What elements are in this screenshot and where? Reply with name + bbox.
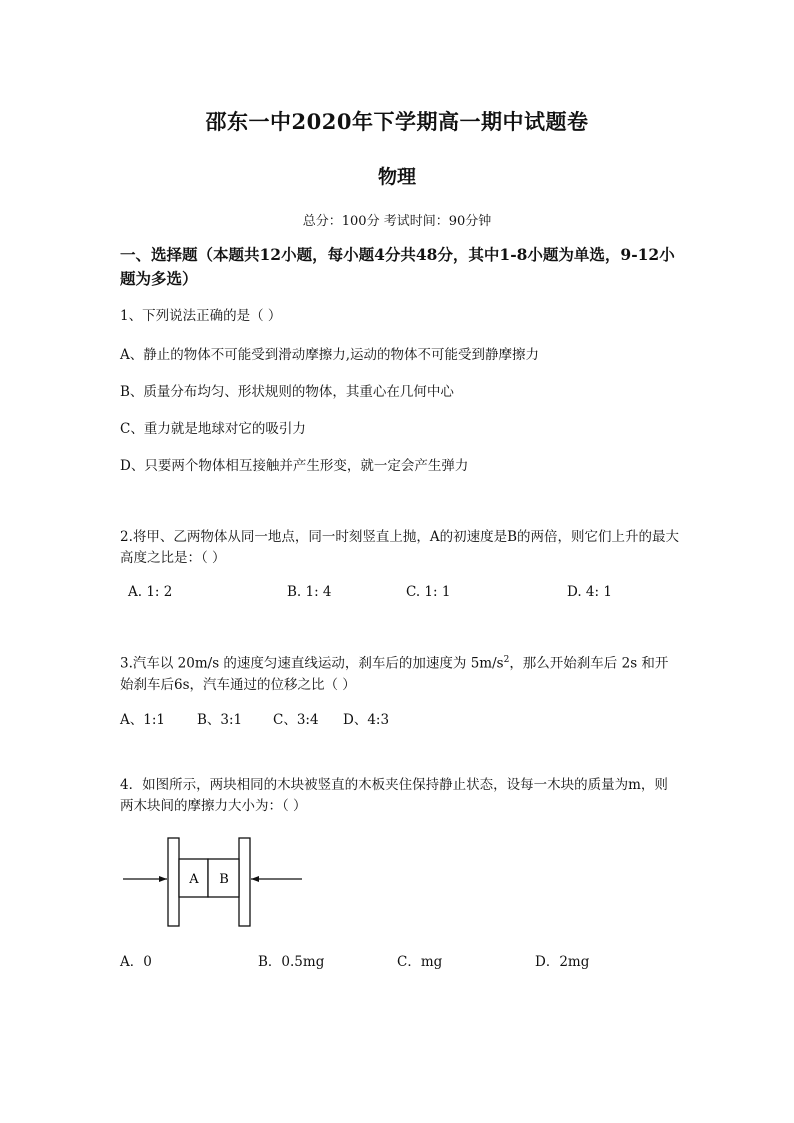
q2-option-b: B. 1: 4 bbox=[287, 584, 332, 600]
q1-option-a: A、静止的物体不可能受到滑动摩擦力,运动的物体不可能受到静摩擦力 bbox=[120, 347, 540, 363]
q4-stem: 4．如图所示，两块相同的木块被竖直的木板夹住保持静止状态，设每一木块的质量为m，则两木块间的摩擦力大小为：（ ） bbox=[120, 777, 668, 814]
section-heading: 一、选择题（本题共12小题，每小题4分共48分，其中1-8小题为单选，9-12小题为多选） bbox=[120, 245, 675, 288]
right-board bbox=[239, 838, 250, 926]
q1-stem: 1、下列说法正确的是（ ） bbox=[120, 308, 282, 324]
q4-option-c: C．mg bbox=[397, 954, 443, 970]
q3-option-d: D、4:3 bbox=[343, 712, 390, 728]
q1-option-d: D、只要两个物体相互接触并产生形变，就一定会产生弹力 bbox=[120, 458, 469, 474]
subject-title: 物理 bbox=[377, 166, 416, 188]
left-board bbox=[168, 838, 179, 926]
block-b-label: B bbox=[219, 872, 229, 887]
q3-stem-part-a: 3.汽车以 20m/s 的速度匀速直线运动，刹车后的加速度为 5m/s bbox=[120, 655, 504, 672]
q1-option-c: C、重力就是地球对它的吸引力 bbox=[120, 421, 306, 437]
q4-option-d: D．2mg bbox=[535, 954, 590, 970]
q1-option-b: B、质量分布均匀、形状规则的物体，其重心在几何中心 bbox=[120, 384, 454, 400]
left-arrowhead-icon bbox=[159, 876, 167, 882]
q4-option-a: A．0 bbox=[120, 954, 152, 970]
q2-stem: 2.将甲、乙两物体从同一地点，同一时刻竖直上抛，A的初速度是B的两倍，则它们上升的最大高度之比是：（ ） bbox=[120, 529, 680, 566]
q2-option-d: D. 4: 1 bbox=[567, 584, 612, 600]
q3-stem-part-b: ，那么开始刹车后 2s 和开始刹车后6s，汽车通过的位移之比（ ） bbox=[120, 655, 669, 693]
block-a-label: A bbox=[189, 872, 199, 887]
exam-meta: 总分：100分 考试时间：90分钟 bbox=[302, 214, 492, 229]
q2-option-a: A. 1: 2 bbox=[128, 584, 173, 600]
q4-diagram bbox=[118, 836, 308, 928]
q3-option-b: B、3:1 bbox=[197, 712, 243, 728]
q3-option-a: A、1:1 bbox=[120, 712, 165, 728]
right-arrowhead-icon bbox=[251, 876, 259, 882]
q3-stem bbox=[120, 650, 680, 696]
page-title: 邵东一中2020年下学期高一期中试题卷 bbox=[205, 109, 589, 134]
q3-option-c: C、3:4 bbox=[273, 712, 319, 728]
q4-option-b: B．0.5mg bbox=[258, 954, 325, 970]
q3-stem-superscript: 2 bbox=[503, 655, 510, 665]
q2-option-c: C. 1: 1 bbox=[406, 584, 451, 600]
